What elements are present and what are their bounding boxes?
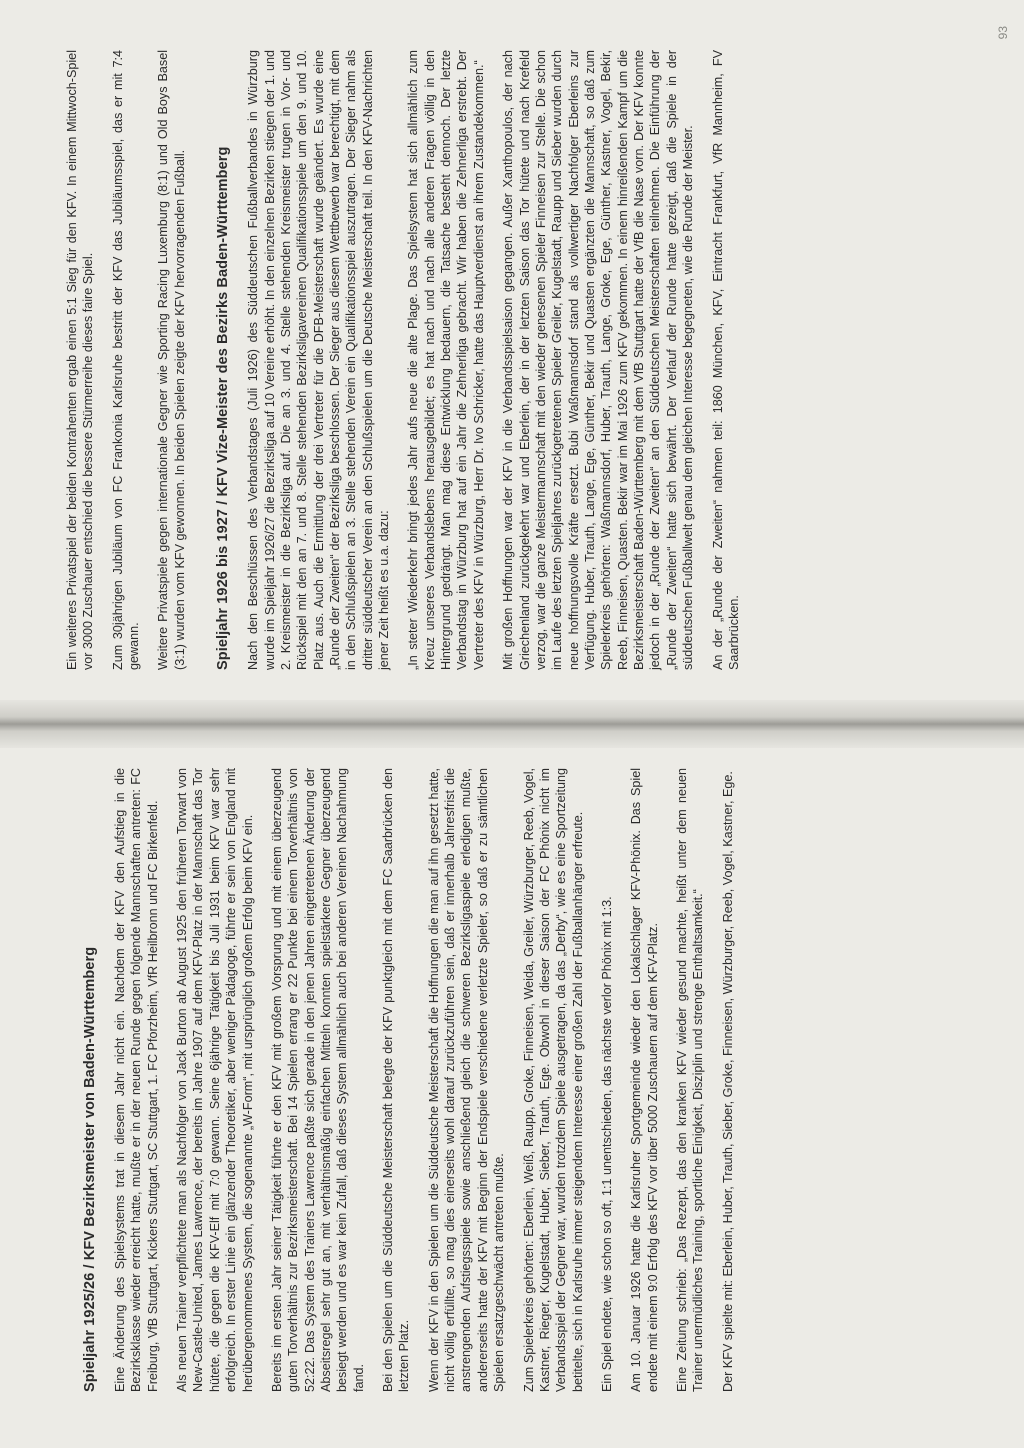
left-page [0, 728, 1024, 1448]
left-paragraph: Eine Zeitung schrieb: „Das Rezept, das den kranken KFV wieder gesund machte, heißt unter dem neuen Trainer unermüdliches Training, sportliche Einigkeit, Disziplin und strenge Enthaltsamkeit.“ [675, 768, 706, 1392]
right-paragraph: An der „Runde der Zweiten“ nahmen teil: 1860 München, KFV, Eintracht Frankfurt, VfR Mannheim, FV Saarbrücken. [710, 50, 741, 670]
left-paragraph: Bei den Spielen um die Süddeutsche Meisterschaft belegte der KFV punktgleich mit dem FC Saarbrücken den letzten Platz. [381, 768, 412, 1392]
left-page-heading: Spieljahr 1925/26 / KFV Bezirksmeister von Baden-Württemberg [82, 946, 98, 1392]
left-paragraph: Am 10. Januar 1926 hatte die Karlsruher Sportgemeinde wieder den Lokalschlager KFV-Phönix. Das Spiel endete mit einem 9:0 Erfolg des KFV vor über 5000 Zuschauern auf dem KFV-Platz. [629, 768, 660, 1392]
right-intro-paragraph: Weitere Privatspiele gegen internationale Gegner wie Sporting Racing Luxemburg (8:1) und Old Boys Basel (3:1) wurden vom KFV gewonnen. In beiden Spielen zeigte der KFV hervorragenden Fußball. [156, 50, 187, 670]
right-intro-paragraph: Ein weiteres Privatspiel der beiden Kontrahenten ergab einen 5:1 Sieg für den KFV. In einem Mittwoch-Spiel vor 3000 Zuschauer entschied die bessere Stürmerreihe dieses faire Spiel. [65, 50, 96, 670]
left-paragraph: Ein Spiel endete, wie schon so oft, 1:1 unentschieden, das nächste verlor Phönix mit 1:3. [599, 896, 614, 1392]
left-paragraph: Bereits im ersten Jahr seiner Tätigkeit führte er den KFV mit großem Vorsprung und mit einem überzeugend guten Torverhältnis zur Bezirksmeisterschaft. Bei 14 Spielen errang er 22 Punkte bei einem Torverhältnis von 52:22. Das System des Trainers Lawrence paßte sich gerade in den jenen Jahren eingetretenen Änderung der Abseitsregel sehr gut an, mit verhältnismäßig einfachen Mitteln konnten spielstärkere Gegner überzeugend besiegt werden und es war kein Zufall, daß dieses System allmählich auch bei anderen Vereinen Nachahmung fand. [269, 768, 366, 1392]
right-intro-paragraph: Zum 30jährigen Jubiläum von FC Frankonia Karlsruhe bestritt der KFV das Jubiläumsspiel, das er mit 7:4 gewann. [110, 50, 142, 670]
right-paragraph: „In steter Wiederkehr bringt jedes Jahr aufs neue die alte Plage. Das Spielsystem hat sich allmählich zum Kreuz unseres Verbandslebens herausgebildet; es hat nach und nach alle anderen Fragen völlig in den Hintergrund gedrängt. Man mag diese Entwicklung bedauern, die Tatsache besteht dennoch. Der letzte Verbandstag in Würzburg hat auf ein Jahr die Zehnerliga gebracht. Wir haben die Zehnerliga erstrebt. Der Vertreter des KFV in Würzburg, Herr Dr. Ivo Schricker, hatte das Hauptverdienst an ihrem Zustandekommen.“ [406, 50, 486, 670]
section-gap [201, 50, 215, 670]
left-paragraph: Zum Spielerkreis gehörten: Eberlein, Weiß, Raupp, Groke, Finneisen, Weida, Greiler, Würzburger, Reeb, Vogel, Kastner, Rieger, Kugelstadt, Huber, Sieber, Trauth, Ege. Obwohl in dieser Saison der FC Phönix nicht im Verbandsspiel der Gegner war, wurden trotzdem Spiele ausgetragen, da das „Derby“, wie es eine Sportzeitung betitelte, sich in Karlsruhe immer steigendem Interesse einer großen Zahl der Fußballanhänger erfreute. [521, 768, 585, 1392]
left-paragraph: Der KFV spielte mit: Eberlein, Huber, Trauth, Sieber, Groke, Finneisen, Würzburger, Reeb, Vogel, Kastner, Ege. [720, 771, 735, 1392]
left-paragraph: Eine Änderung des Spielsystems trat in diesem Jahr nicht ein. Nachdem der KFV den Aufstieg in die Bezirksklasse wieder erreicht hatte, mußte er in der neuen Runde gegen folgende Mannschaften antreten: FC Freiburg, VfB Stuttgart, Kickers Stuttgart, SC Stuttgart, 1. FC Pforzheim, VfR Heilbronn und FC Birkenfeld. [113, 768, 160, 1392]
right-paragraph: Nach den Beschlüssen des Verbandstages (Juli 1926) des Süddeutschen Fußballverbandes in Würzburg wurde im Spieljahr 1926/27 die Bezirksliga auf 10 Vereine erhöht. In den einzelnen Bezirken stiegen der 1. und 2. Kreismeister in die Bezirksliga auf. Die an 3. und 4. Stelle stehenden Kreismeister trugen in Vor- und Rückspiel mit den an 7. und 8. Stelle stehenden Bezirksligavereinen Qualifikationsspiele um den 9. und 10. Platz aus. Auch die Ermittlung der drei Vertreter für die DFB-Meisterschaft wurde geändert. Es wurde eine „Runde der Zweiten“ der Bezirksliga beschlossen. Der Sieger aus diesem Wettbewerb war berechtigt, mit dem in den Schlußspielen an 3. Stelle stehenden Verein ein Qualifikationsspiel auszutragen. Der Sieger nahm als dritter süddeutscher Verein an den Schlußspielen um die Deutsche Meisterschaft teil. In den KFV-Nachrichten jener Zeit heißt es u.a. dazu: [246, 50, 392, 670]
page-number: 93 [996, 26, 1010, 40]
right-paragraph: Mit großen Hoffnungen war der KFV in die Verbandsspielsaison gegangen. Außer Xanthopoulos, der nach Griechenland zurückgekehrt war und Eberlein, der in der letzten Saison das Tor hütete und nach Krefeld verzog, war die ganze Meistermannschaft mit den wieder genesenen Spieler Finneisen zur Stelle. Die schon im Laufe des letzten Spieljahres zurückgetretenen Spieler Greiler, Kugelstadt, Raupp und Sieber wurden durch neue hoffnungsvolle Kräfte ersetzt. Bubi Waßmannsdorf stand als vollwertiger Nachfolger Eberleins zur Verfügung. Huber, Trauth, Lange, Ege, Günther, Bekir und Quasten ergänzten die Mannschaft, so daß zum Spielerkreis gehörten: Waßmannsdorf, Huber, Trauth, Lange, Groke, Ege, Günther, Kastner, Vogel, Bekir, Reeb, Finneisen, Quasten. Bekir war im Mai 1926 zum KFV gekommen. In einem hinreißenden Kampf um die Bezirksmeisterschaft Baden-Württemberg mit dem VfB Stuttgart hatte der VfB die Nase vorn. Der KFV konnte jedoch in der „Runde der Zweiten“ an den Süddeutschen Meisterschaften teilnehmen. Die Einführung der „Runde der Zweiten“ hatte sich bewährt. Der Verlauf der Runde hatte gezeigt, daß die Spiele in der süddeutschen Fußballwelt genau dem gleichen Interesse begegneten, wie die Runde der Meister. [501, 50, 696, 670]
right-page [0, 0, 1024, 718]
left-paragraph: Als neuen Trainer verpflichtete man als Nachfolger von Jack Burton ab August 1925 den früheren Torwart von New-Castle-United, James Lawrence, der bereits im Jahre 1907 auf dem KFV-Platz in der Mannschaft das Tor hütete, die gegen die KFV-Elf mit 7:0 gewann. Seine 6jährige Tätigkeit bis Juli 1931 beim KFV war sehr erfolgreich. In erster Linie ein glänzender Theoretiker, aber weniger Pädagoge, führte er sein von England mit herübergenommenes System, die sogenannte „W-Form“, mit ursprünglich großem Erfolg beim KFV ein. [175, 768, 255, 1392]
right-page-heading: Spieljahr 1926 bis 1927 / KFV Vize-Meister des Bezirks Baden-Württemberg [215, 146, 232, 670]
left-paragraph: Wenn der KFV in den Spielen um die Süddeutsche Meisterschaft die Hoffnungen die man auf ihn gesetzt hatte, nicht völlig erfüllte, so mag dies einerseits wohl darauf zurückzuführen sein, daß er innerhalb Jahresfrist die anstrengenden Aufstiegsspiele sowie anschließend gleich die schweren Bezirksligaspiele erledigen mußte, andererseits hatte der KFV mit Beginn der Endspiele verschiedene verletzte Spieler, so daß er zu sämtlichen Spielen ersatzgeschwächt antreten mußte. [426, 768, 507, 1392]
